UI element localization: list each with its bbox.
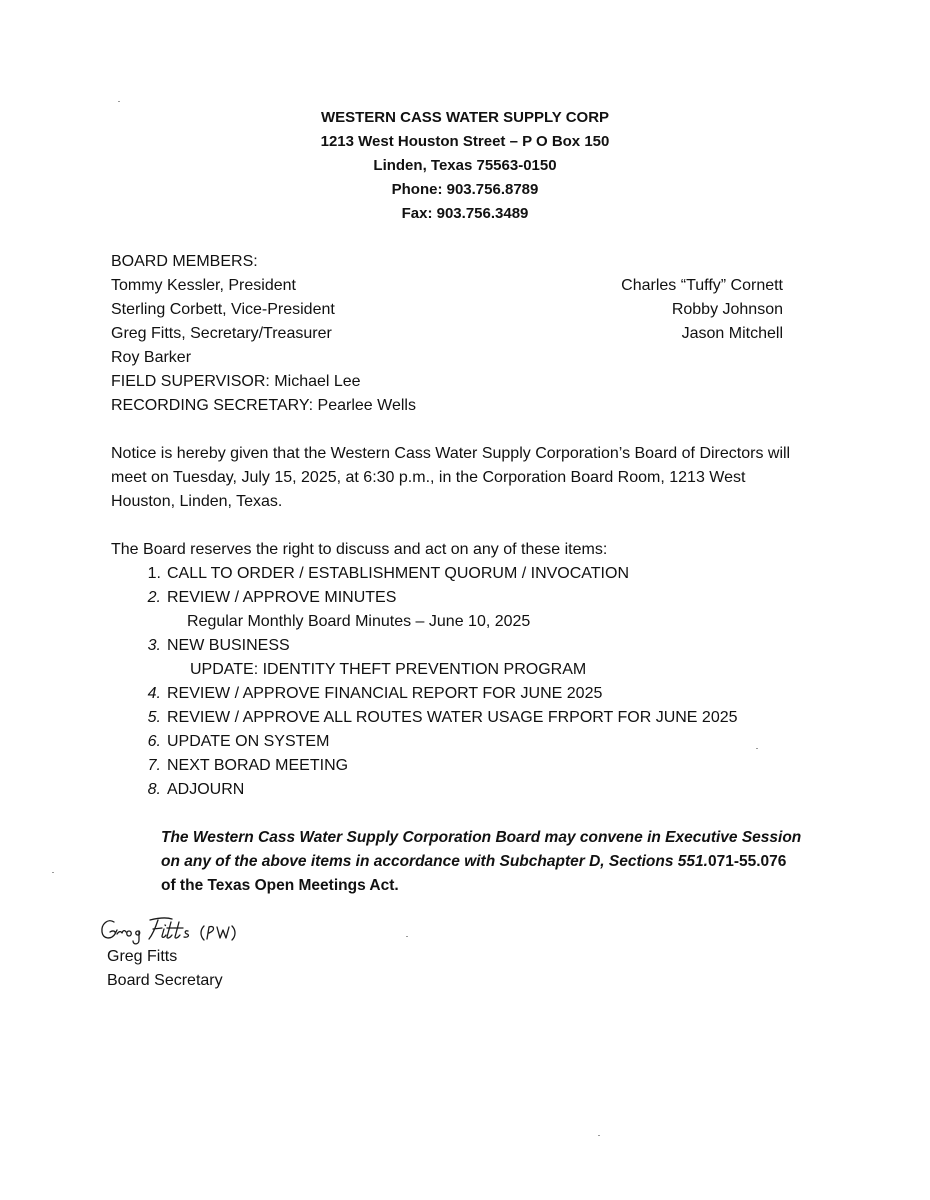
agenda-item-number: 3. <box>147 637 161 654</box>
board-member: Robby Johnson <box>671 301 783 318</box>
executive-line-text: on any of the above items in accordance with Subchapter D, Sections 551. <box>161 853 708 870</box>
agenda-item <box>111 754 831 778</box>
field-supervisor: FIELD SUPERVISOR: Michael Lee <box>111 373 361 390</box>
agenda-item <box>111 706 831 730</box>
notice-line: Notice is hereby given that the Western Cass Water Supply Corporation’s Board of Directors will <box>111 445 791 462</box>
letterhead <box>0 106 930 226</box>
executive-line-section: 071-55.076 <box>707 853 787 870</box>
scan-speck <box>756 748 758 749</box>
agenda-item <box>111 634 831 658</box>
agenda-item-text: REVIEW / APPROVE FINANCIAL REPORT FOR JUNE 2025 <box>167 685 603 702</box>
agenda <box>111 538 831 802</box>
agenda-item-number: 4. <box>147 685 161 702</box>
board-member: Sterling Corbett, Vice-President <box>111 301 335 318</box>
agenda-item-number: 8. <box>147 781 161 798</box>
agenda-item-number: 1. <box>147 565 161 582</box>
agenda-item <box>111 778 831 802</box>
org-city: Linden, Texas 75563-0150 <box>373 157 557 174</box>
recording-secretary: RECORDING SECRETARY: Pearlee Wells <box>111 397 416 414</box>
agenda-item-number: 7. <box>147 757 161 774</box>
agenda-item-text: UPDATE ON SYSTEM <box>167 733 330 750</box>
agenda-item-number: 5. <box>147 709 161 726</box>
executive-line: of the Texas Open Meetings Act. <box>161 877 399 894</box>
agenda-item-text: NEXT BORAD MEETING <box>167 757 349 774</box>
notice-line: meet on Tuesday, July 15, 2025, at 6:30 p.m., in the Corporation Board Room, 1213 West <box>111 469 746 486</box>
agenda-item-number: 2. <box>147 589 161 606</box>
agenda-subitem: UPDATE: IDENTITY THEFT PREVENTION PROGRAM <box>190 661 587 678</box>
board-member: Charles “Tuffy” Cornett <box>621 277 783 294</box>
scan-speck <box>598 1135 600 1136</box>
agenda-item-text: ADJOURN <box>167 781 245 798</box>
agenda-item <box>111 730 831 754</box>
agenda-item-text: CALL TO ORDER / ESTABLISHMENT QUORUM / INVOCATION <box>167 565 629 582</box>
executive-session-notice <box>161 826 841 898</box>
org-name: WESTERN CASS WATER SUPPLY CORP <box>320 109 610 126</box>
executive-line: The Western Cass Water Supply Corporation Board may convene in Executive Session <box>161 829 802 846</box>
scan-speck <box>406 936 408 937</box>
board-members-left <box>111 250 416 418</box>
agenda-subitem: Regular Monthly Board Minutes – June 10, 2025 <box>187 613 531 630</box>
org-phone: Phone: 903.756.8789 <box>391 181 539 198</box>
executive-line <box>161 850 841 874</box>
board-member: Roy Barker <box>111 349 192 366</box>
agenda-item <box>111 562 831 586</box>
signer-title: Board Secretary <box>107 972 223 989</box>
org-address: 1213 West Houston Street – P O Box 150 <box>320 133 610 150</box>
notice-line: Houston, Linden, Texas. <box>111 493 283 510</box>
board-member: Tommy Kessler, President <box>111 277 296 294</box>
agenda-item-text: REVIEW / APPROVE MINUTES <box>167 589 397 606</box>
scan-speck <box>118 101 120 102</box>
meeting-notice <box>111 442 831 514</box>
agenda-item-text: NEW BUSINESS <box>167 637 290 654</box>
board-members-right <box>621 274 783 346</box>
board-member: Greg Fitts, Secretary/Treasurer <box>111 325 332 342</box>
agenda-item-text: REVIEW / APPROVE ALL ROUTES WATER USAGE FRPORT FOR JUNE 2025 <box>167 709 738 726</box>
agenda-item-number: 6. <box>147 733 161 750</box>
scan-speck <box>52 872 54 873</box>
board-member: Jason Mitchell <box>681 325 783 342</box>
signer-name: Greg Fitts <box>107 948 178 965</box>
org-fax: Fax: 903.756.3489 <box>401 205 529 222</box>
board-heading: BOARD MEMBERS: <box>111 253 258 270</box>
agenda-item <box>111 682 831 706</box>
agenda-item <box>111 586 831 610</box>
agenda-intro: The Board reserves the right to discuss and act on any of these items: <box>111 541 608 558</box>
